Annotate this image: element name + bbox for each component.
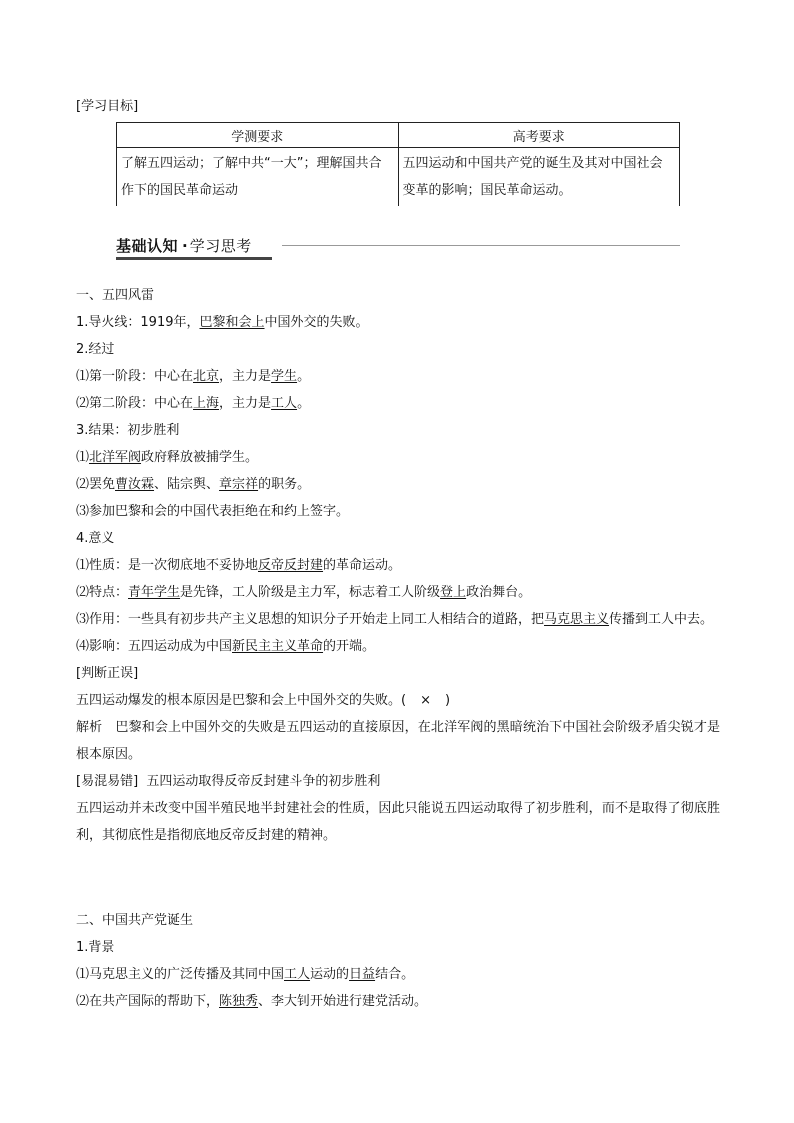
text: 运动的 [310,967,350,982]
text: 政府释放被捕学生。 [141,450,259,465]
significance-effect [76,606,720,633]
underlined-text: 上海 [193,396,220,411]
underlined-text: 北京 [193,369,220,384]
text: 、李大钊开始进行建党活动。 [258,994,428,1009]
background-heading: 1.背景 [76,940,115,955]
text: 的职务。 [258,477,311,492]
text: ⑵第二阶段：中心在 [76,396,194,411]
table-cell: 五四运动和中国共产党的诞生及其对中国社会变革的影响；国民革命运动。 [398,148,680,207]
text: ⑴马克思主义的广泛传播及其同中国 [76,967,285,982]
underlined-text: 马克思主义 [544,612,610,627]
section-title-bold: 基础认知 [116,237,179,255]
table-header-row [117,123,680,148]
text: 。 [297,369,311,384]
text: 1.导火线：1919年， [76,315,200,330]
underlined-text: 陈独秀 [219,994,259,1009]
result-line-1 [76,444,720,471]
heading-may-fourth: 一、五四风雷 [76,288,155,303]
underlined-text: 登上 [440,585,467,600]
confuse-body: 五四运动并未改变中国半殖民地半封建社会的性质，因此只能说五四运动取得了初步胜利，而不是取得了彻底胜利，其彻底性是指彻底地反帝反封建的精神。 [76,801,720,843]
text: ⑵罢免 [76,477,116,492]
underlined-text: 日益 [349,967,376,982]
text: 传播到工人中去。 [609,612,714,627]
significance-impact [76,633,720,660]
answer-mark: × [420,693,431,708]
table-cell: 了解五四运动；了解中共“一大”；理解国共合作下的国民革命运动 [117,148,399,207]
text: 是先锋，工人阶级是主力军，标志着工人阶级 [180,585,441,600]
underlined-text: 章宗祥 [219,477,259,492]
learning-goals-label: [学习目标] [76,99,139,114]
section-title-dot: · [182,237,188,255]
fuse-line [76,309,720,336]
underlined-text: 新民主主义革命 [232,639,324,654]
text: 结合。 [375,967,415,982]
text: ⑷影响：五四运动成为中国 [76,639,233,654]
section-divider [282,245,680,246]
section-title-underline [116,257,272,260]
process-heading: 2.经过 [76,342,115,357]
text: ⑵特点： [76,585,129,600]
table-header-cell: 高考要求 [398,123,680,148]
text: 。 [297,396,311,411]
text: 的开端。 [323,639,376,654]
underlined-text: 工人 [284,967,311,982]
section-header [116,232,680,262]
text: 的革命运动。 [323,558,402,573]
background-line-2 [76,988,720,1015]
text: 五四运动爆发的根本原因是巴黎和会上中国外交的失败。( [76,693,407,708]
result-line-2 [76,471,720,498]
text: 政治舞台。 [466,585,532,600]
underlined-text: 反帝反封建 [258,558,324,573]
significance-feature [76,579,720,606]
confuse-tag: [易混易错] [76,774,139,789]
significance-nature [76,552,720,579]
section-title [116,235,252,256]
judge-tag: [判断正误] [76,666,139,681]
text: 中国外交的失败。 [264,315,369,330]
table-header-cell: 学测要求 [117,123,399,148]
heading-cpc-founding: 二、中国共产党诞生 [76,913,194,928]
confuse-line [76,768,720,795]
text: ⑵在共产国际的帮助下， [76,994,220,1009]
document-body [76,282,720,1015]
background-line-1 [76,961,720,988]
text: ⑶作用：一些具有初步共产主义思想的知识分子开始走上同工人相结合的道路，把 [76,612,545,627]
text: ，主力是 [219,369,272,384]
text: ) [444,693,451,708]
result-heading: 3.结果：初步胜利 [76,423,180,438]
confuse-title: 五四运动取得反帝反封建斗争的初步胜利 [146,774,381,789]
table-row [117,148,680,207]
judge-question [76,687,720,714]
text: ⑴性质：是一次彻底地不妥协地 [76,558,259,573]
text: ，主力是 [219,396,272,411]
analysis-paragraph: 解析 巴黎和会上中国外交的失败是五四运动的直接原因，在北洋军阀的黑暗统治下中国社会阶级矛盾尖锐才是根本原因。 [76,720,720,762]
text: ⑴第一阶段：中心在 [76,369,194,384]
stage-two-line [76,390,720,417]
underlined-text: 巴黎和会上 [199,315,265,330]
result-line-3: ⑶参加巴黎和会的中国代表拒绝在和约上签字。 [76,504,350,519]
underlined-text: 北洋军阀 [89,450,142,465]
learning-goals-table [116,122,680,206]
underlined-text: 学生 [271,369,298,384]
significance-heading: 4.意义 [76,531,115,546]
section-title-light: 学习思考 [189,237,252,255]
underlined-text: 工人 [271,396,298,411]
underlined-text: 青年学生 [128,585,181,600]
spacer [76,849,720,907]
stage-one-line [76,363,720,390]
text: ⑴ [76,450,90,465]
underlined-text: 曹汝霖 [115,477,155,492]
text: 、陆宗舆、 [154,477,220,492]
